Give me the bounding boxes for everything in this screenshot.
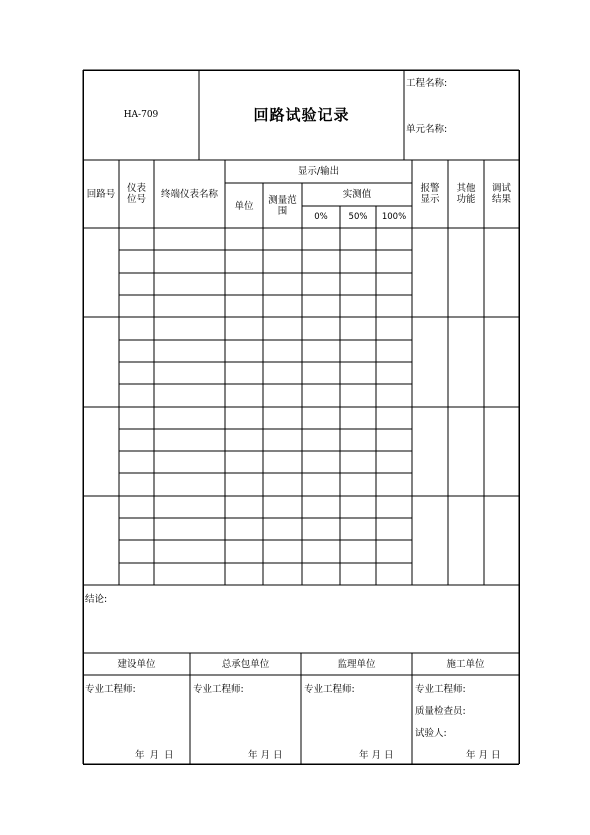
table-row[interactable] <box>119 362 412 384</box>
form-code: HA-709 <box>123 109 159 120</box>
conclusion-label: 结论: <box>85 594 108 605</box>
header-pct-100: 100% <box>381 211 407 222</box>
signoff-org-general-contractor: 总承包单位 <box>221 658 270 670</box>
form-title: 回路试验记录 <box>253 105 350 124</box>
signoff-org-construction: 施工单位 <box>446 658 485 670</box>
signoff-engineer-construction: 专业工程师: <box>415 684 466 695</box>
table-row[interactable] <box>119 228 412 250</box>
header-display-output: 显示/输出 <box>297 166 340 177</box>
project-name-label: 工程名称: <box>406 78 448 89</box>
header-other-function: 其他 功能 <box>456 183 476 205</box>
table-row[interactable] <box>119 384 412 406</box>
signoff-tester: 试验人: <box>415 728 447 739</box>
table-row[interactable] <box>119 250 412 272</box>
header-instrument-no: 仪表 位号 <box>126 183 146 205</box>
signoff-quality-inspector: 质量检查员: <box>415 706 466 717</box>
table-row[interactable] <box>119 563 412 585</box>
header-measured: 实测值 <box>342 189 372 200</box>
signoff-date-supervisor: 年 月 日 <box>359 750 394 761</box>
header-terminal-name: 终端仪表名称 <box>160 188 218 200</box>
conclusion-text[interactable] <box>110 591 515 646</box>
header-result: 调试 结果 <box>491 183 511 205</box>
header-pct-50: 50% <box>348 211 368 222</box>
unit-name-label: 单元名称: <box>406 124 448 135</box>
header-pct-0: 0% <box>314 211 328 222</box>
table-row[interactable] <box>119 340 412 362</box>
signoff-date-general-contractor: 年 月 日 <box>248 750 283 761</box>
table-row[interactable] <box>119 496 412 518</box>
table-row[interactable] <box>119 451 412 473</box>
table-row[interactable] <box>119 317 412 339</box>
signoff-engineer-owner: 专业工程师: <box>85 684 136 695</box>
table-row[interactable] <box>119 295 412 317</box>
table-row[interactable] <box>119 429 412 451</box>
header-range: 测量范 围 <box>268 194 297 217</box>
table-row[interactable] <box>119 407 412 429</box>
table-row[interactable] <box>119 518 412 540</box>
signoff-org-supervisor: 监理单位 <box>337 658 376 670</box>
signoff-date-construction: 年 月 日 <box>466 750 501 761</box>
table-row[interactable] <box>119 473 412 495</box>
header-alarm: 报警 显示 <box>420 183 440 205</box>
signoff-engineer-general-contractor: 专业工程师: <box>193 684 244 695</box>
signoff-date-owner: 年 月 日 <box>135 750 174 761</box>
table-row[interactable] <box>119 273 412 295</box>
signoff-org-owner: 建设单位 <box>117 658 156 670</box>
header-loop-no: 回路号 <box>86 188 116 200</box>
table-row[interactable] <box>119 540 412 562</box>
header-unit: 单位 <box>234 200 254 212</box>
signoff-engineer-supervisor: 专业工程师: <box>304 684 355 695</box>
